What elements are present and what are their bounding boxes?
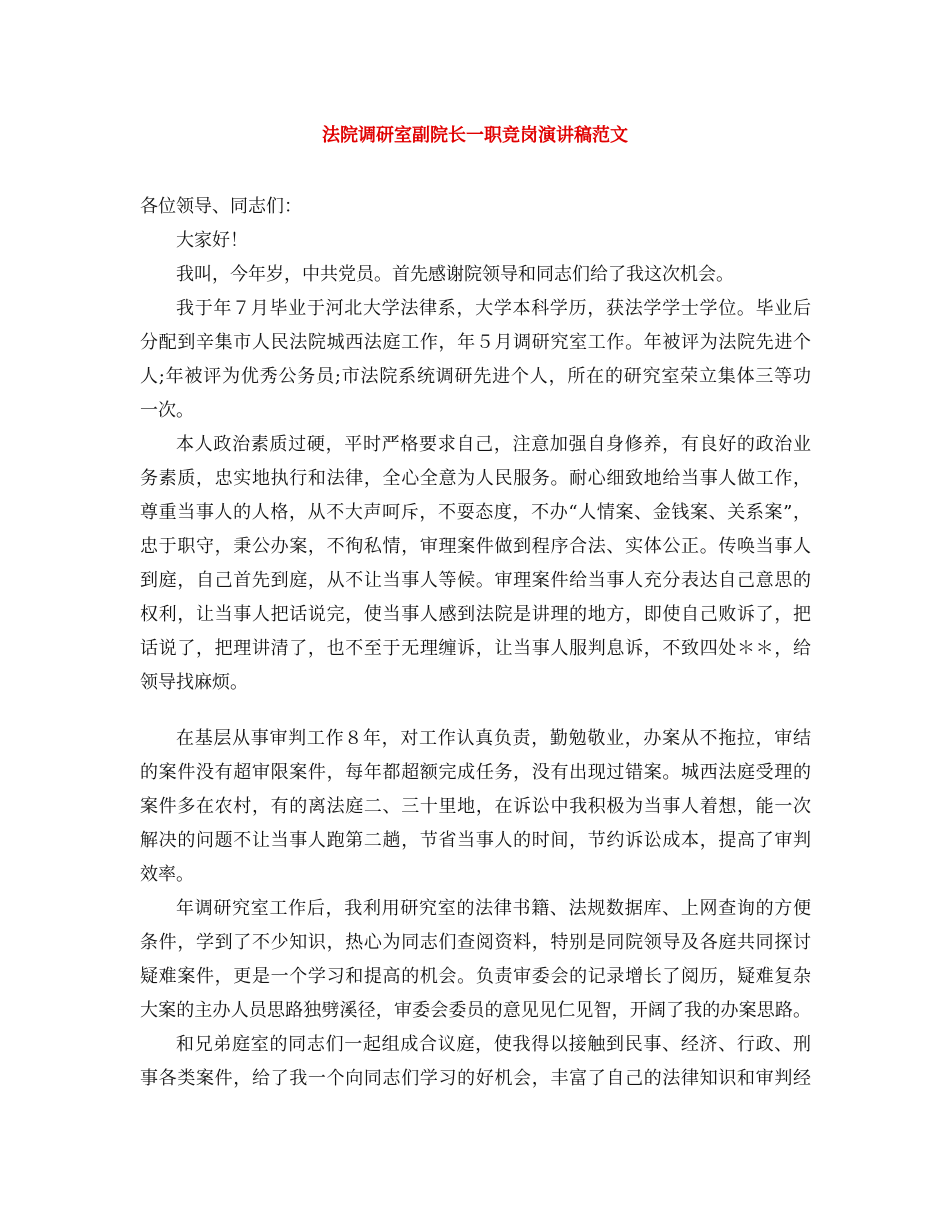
paragraph-line: 到庭，自己首先到庭，从不让当事人等候。审理案件给当事人充分表达自己意思的 (140, 570, 811, 591)
paragraph-line: 权利，让当事人把话说完，使当事人感到法院是讲理的地方，即使自己败诉了，把 (140, 604, 811, 625)
paragraph-line: 尊重当事人的人格，从不大声呵斥，不耍态度，不办“人情案、金钱案、关系案”， (140, 502, 811, 523)
document-title: 法院调研室副院长一职竞岗演讲稿范文 (322, 125, 628, 146)
paragraph-line: 在基层从事审判工作８年，对工作认真负责，勤勉敬业，办案从不拖拉，审结 (176, 728, 811, 749)
paragraph-line: 领导找麻烦。 (140, 672, 248, 693)
paragraph-line: 人;年被评为优秀公务员;市法院系统调研先进个人，所在的研究室荣立集体三等功 (140, 366, 811, 387)
paragraph-line: 大案的主办人员思路独劈溪径，审委会委员的意见见仁见智，开阔了我的办案思路。 (140, 1000, 811, 1021)
paragraph-line: 我叫，今年岁，中共党员。首先感谢院领导和同志们给了我这次机会。 (176, 264, 734, 285)
paragraph-line: 和兄弟庭室的同志们一起组成合议庭，使我得以接触到民事、经济、行政、刑 (176, 1034, 811, 1055)
paragraph-line: 务素质，忠实地执行和法律，全心全意为人民服务。耐心细致地给当事人做工作， (140, 468, 811, 489)
paragraph-line: 案件多在农村，有的离法庭二、三十里地，在诉讼中我积极为当事人着想，能一次 (140, 796, 811, 817)
paragraph-line: 效率。 (140, 864, 194, 885)
paragraph-line: 条件，学到了不少知识，热心为同志们查阅资料，特别是同院领导及各庭共同探讨 (140, 932, 811, 953)
paragraph-line: 疑难案件，更是一个学习和提高的机会。负责审委会的记录增长了阅历，疑难复杂 (140, 966, 811, 987)
paragraph-line: 忠于职守，秉公办案，不徇私情，审理案件做到程序合法、实体公正。传唤当事人 (140, 536, 811, 557)
salutation-line: 各位领导、同志们： (140, 196, 302, 217)
paragraph-line: 一次。 (140, 400, 194, 421)
paragraph-line: 事各类案件，给了我一个向同志们学习的好机会，丰富了自己的法律知识和审判经 (140, 1068, 811, 1089)
paragraph-line: 的案件没有超审限案件，每年都超额完成任务，没有出现过错案。城西法庭受理的 (140, 762, 811, 783)
paragraph-line: 本人政治素质过硬，平时严格要求自己，注意加强自身修养，有良好的政治业 (176, 434, 811, 455)
paragraph-line: 解决的问题不让当事人跑第二趟，节省当事人的时间，节约诉讼成本，提高了审判 (140, 830, 811, 851)
paragraph-line: 我于年７月毕业于河北大学法律系，大学本科学历，获法学学士学位。毕业后 (176, 298, 811, 319)
paragraph-line: 分配到辛集市人民法院城西法庭工作，年５月调研究室工作。年被评为法院先进个 (140, 332, 811, 353)
greeting-line: 大家好！ (176, 230, 248, 251)
paragraph-line: 年调研究室工作后，我利用研究室的法律书籍、法规数据库、上网查询的方便 (176, 898, 811, 919)
paragraph-line: 话说了，把理讲清了，也不至于无理缠诉，让当事人服判息诉，不致四处＊＊，给 (140, 638, 811, 659)
